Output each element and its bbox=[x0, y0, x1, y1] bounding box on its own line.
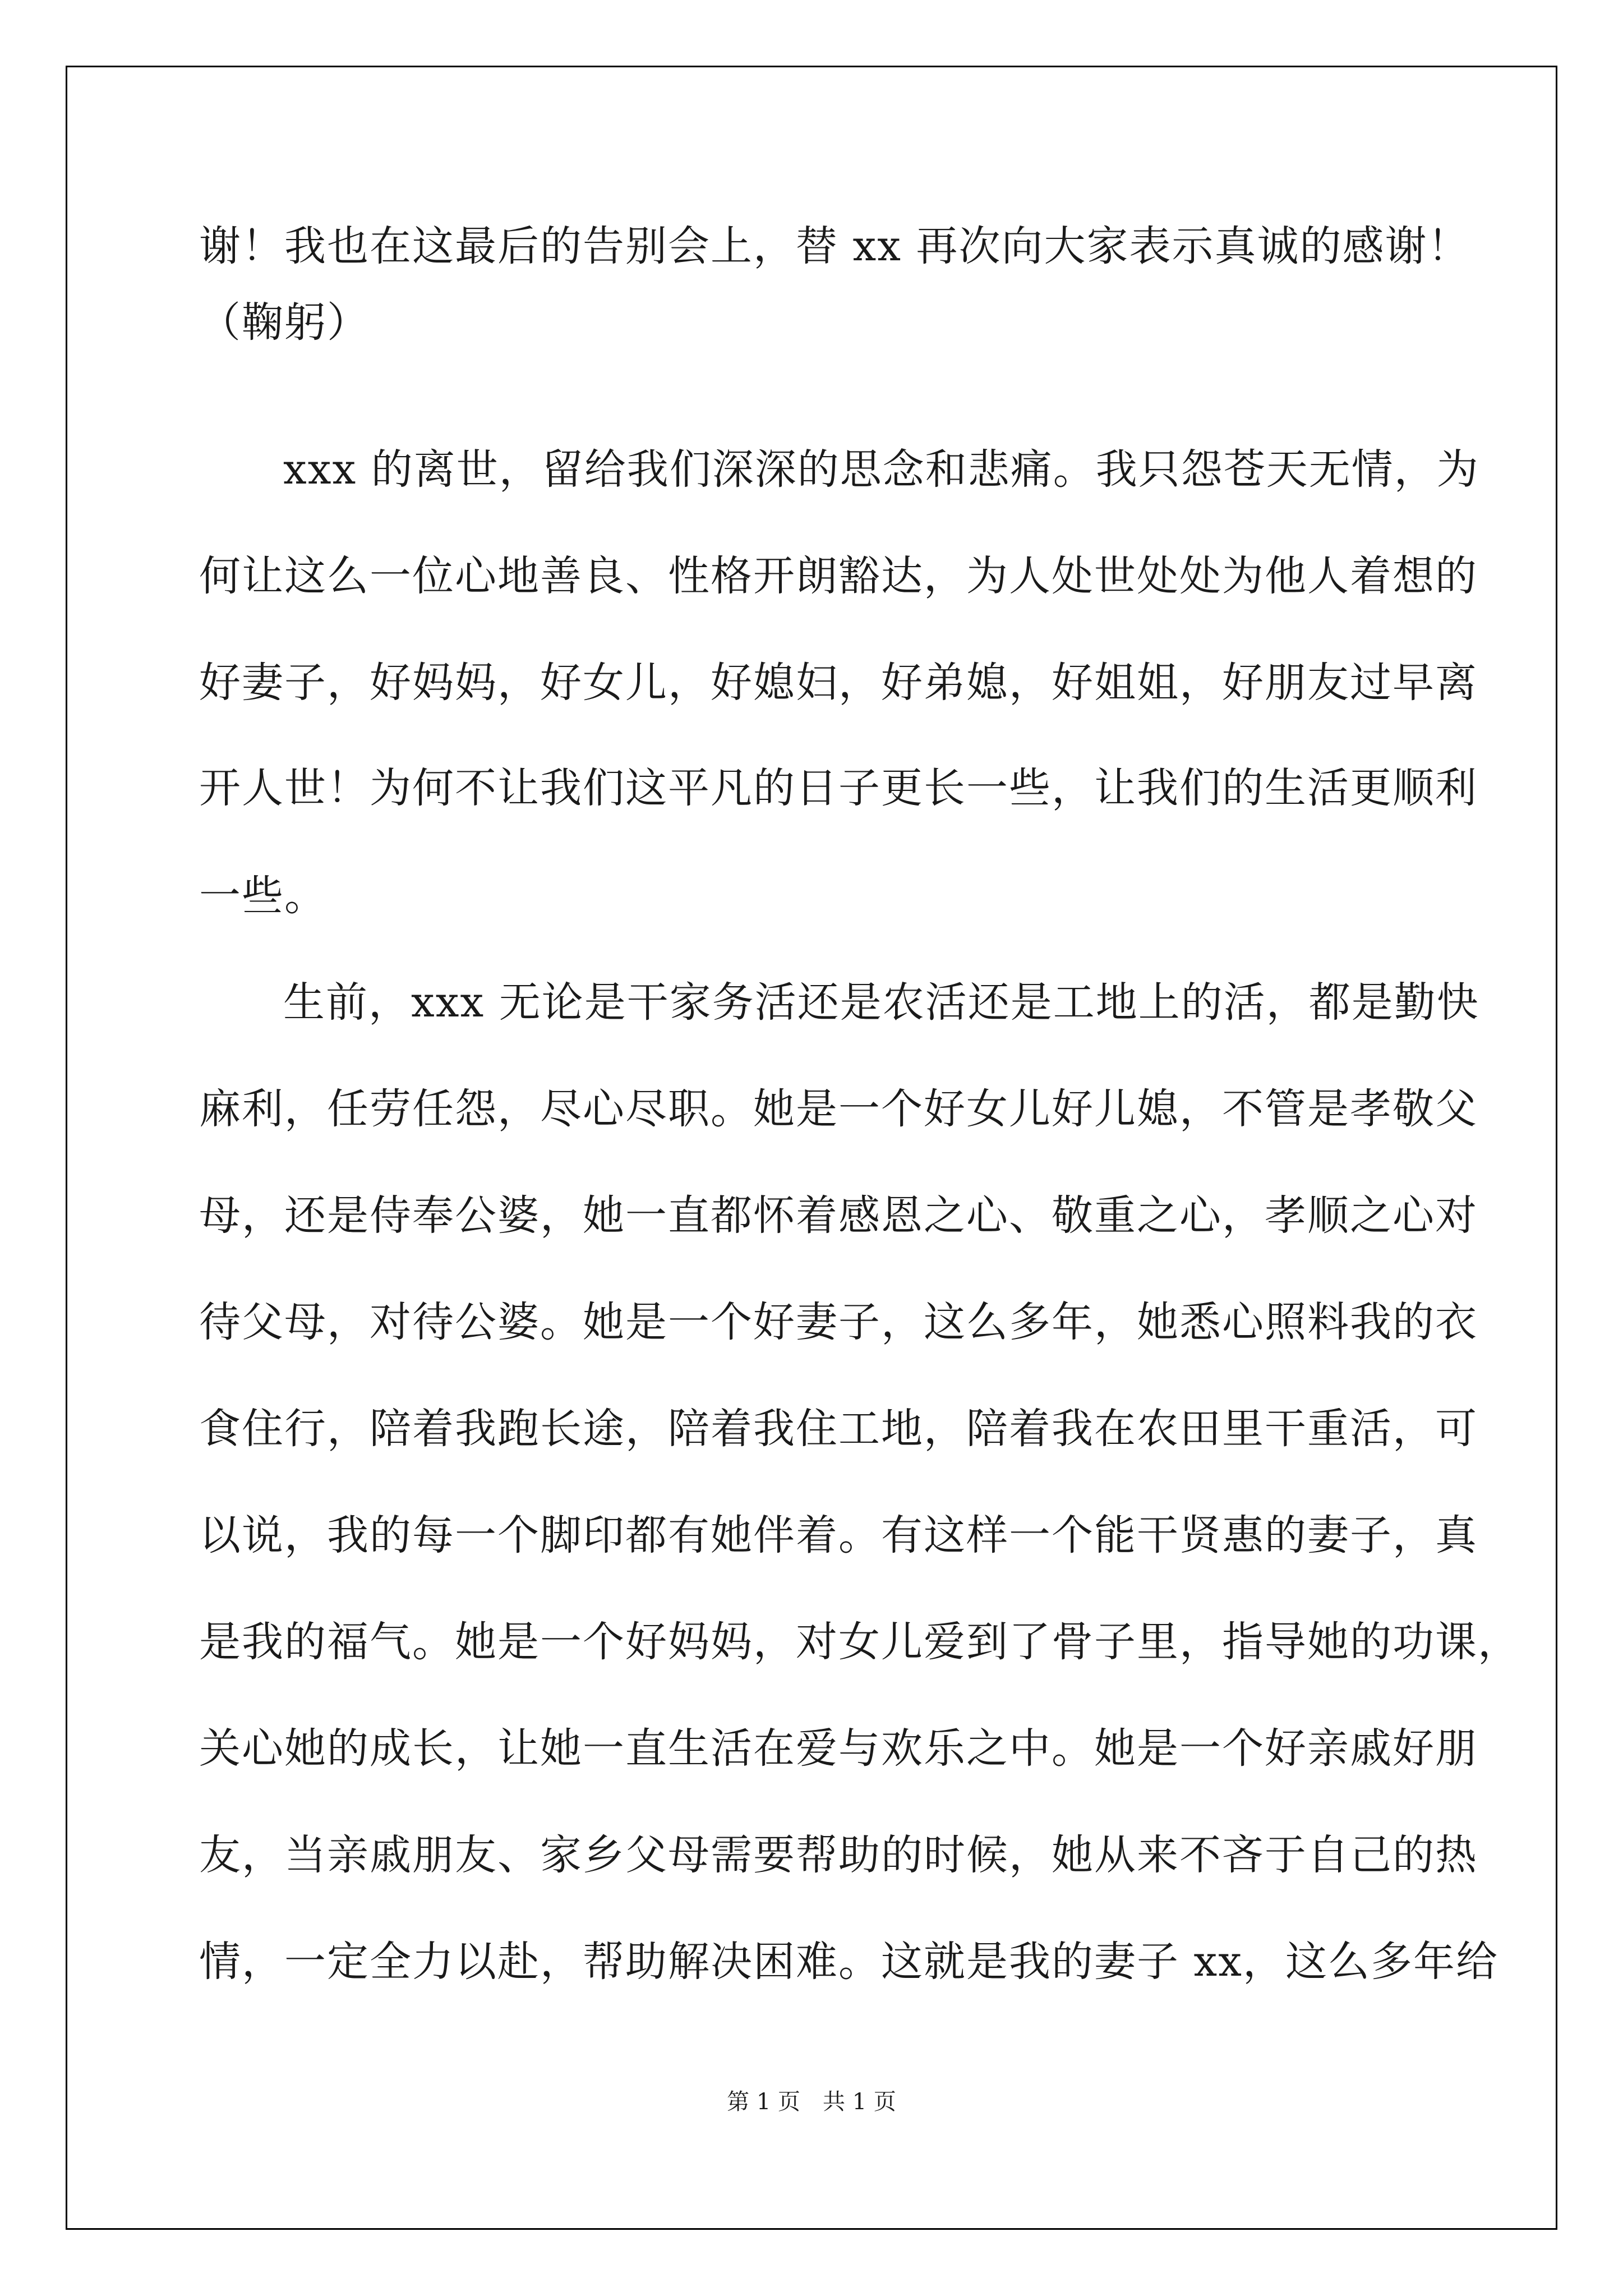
text-line-15: 关心她的成长，让她一直生活在爱与欢乐之中。她是一个好亲戚好朋 bbox=[199, 1724, 1478, 1773]
text-line-9: 麻利，任劳任怨，尽心尽职。她是一个好女儿好儿媳，不管是孝敬父 bbox=[199, 1085, 1478, 1133]
text-line-14: 是我的福气。她是一个好妈妈，对女儿爱到了骨子里，指导她的功课， bbox=[199, 1618, 1520, 1666]
text-line-10: 母，还是侍奉公婆，她一直都怀着感恩之心、敬重之心，孝顺之心对 bbox=[199, 1191, 1478, 1240]
text-line-8: 生前，xxx 无论是干家务活还是农活还是工地上的活，都是勤快 bbox=[283, 978, 1479, 1027]
text-line-13: 以说，我的每一个脚印都有她伴着。有这样一个能干贤惠的妻子，真 bbox=[199, 1511, 1478, 1559]
text-line-6: 开人世！为何不让我们这平凡的日子更长一些，让我们的生活更顺利 bbox=[199, 764, 1478, 812]
text-line-17: 情，一定全力以赴，帮助解决困难。这就是我的妻子 xx，这么多年给 bbox=[199, 1938, 1498, 1986]
text-line-16: 友，当亲戚朋友、家乡父母需要帮助的时候，她从来不吝于自己的热 bbox=[199, 1831, 1478, 1879]
text-line-12: 食住行，陪着我跑长途，陪着我住工地，陪着我在农田里干重活，可 bbox=[199, 1405, 1478, 1453]
page-border bbox=[66, 66, 1557, 2230]
text-line-3: xxx 的离世，留给我们深深的思念和悲痛。我只怨苍天无情，为 bbox=[283, 445, 1479, 494]
text-line-1: 谢！我也在这最后的告别会上，替 xx 再次向大家表示真诚的感谢！ bbox=[199, 222, 1470, 270]
text-line-11: 待父母，对待公婆。她是一个好妻子，这么多年，她悉心照料我的衣 bbox=[199, 1298, 1478, 1346]
text-line-5: 好妻子，好妈妈，好女儿，好媳妇，好弟媳，好姐姐，好朋友过早离 bbox=[199, 659, 1478, 707]
page-number-footer: 第 1 页 共 1 页 bbox=[727, 2089, 896, 2115]
text-line-2: （鞠躬） bbox=[199, 298, 370, 347]
text-line-4: 何让这么一位心地善良、性格开朗豁达，为人处世处处为他人着想的 bbox=[199, 552, 1478, 600]
text-line-7: 一些。 bbox=[199, 872, 327, 920]
